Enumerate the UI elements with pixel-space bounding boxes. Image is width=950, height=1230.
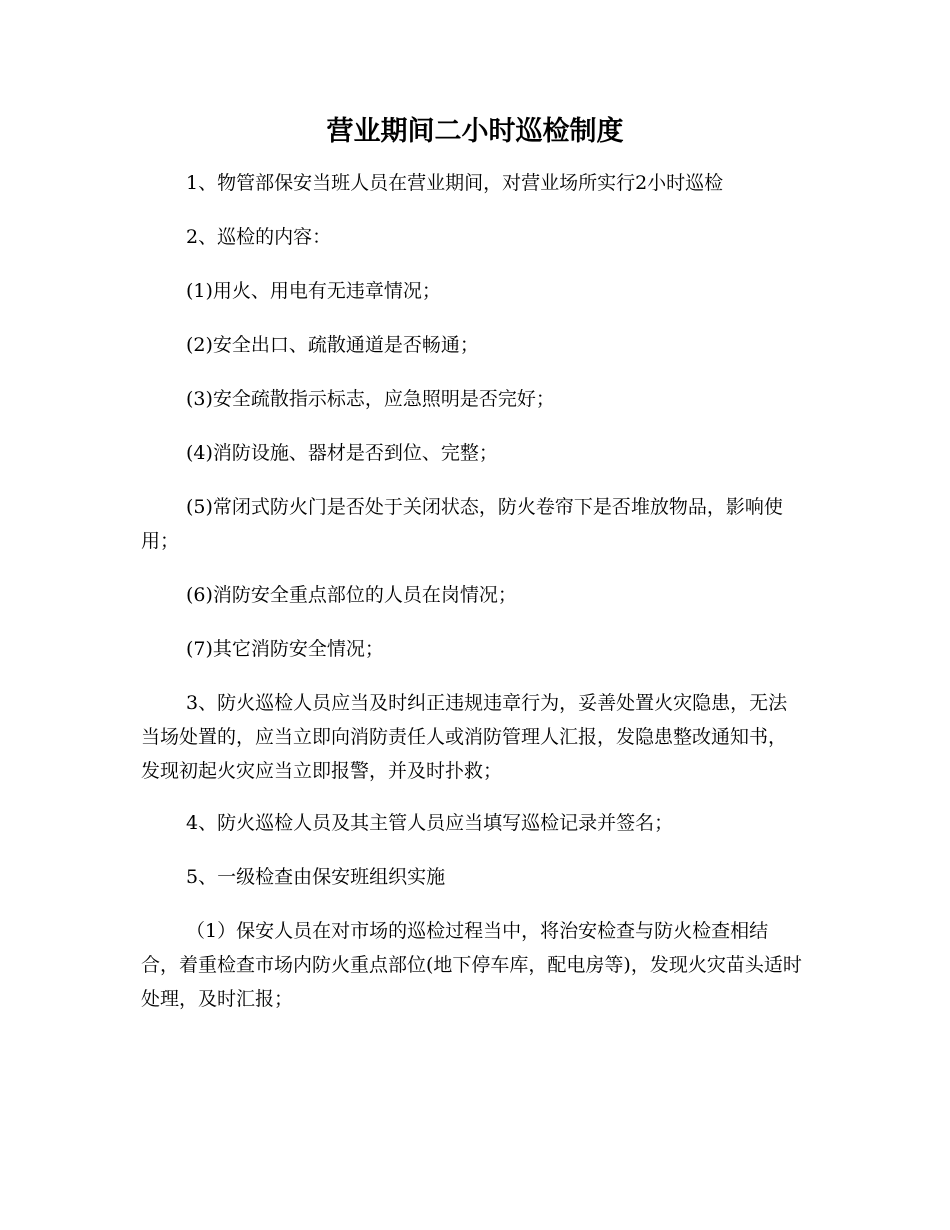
paragraph-2: 2、巡检的内容： xyxy=(186,226,332,248)
paragraph-5-item-1: （1）保安人员在对市场的巡检过程当中，将治安检查与防火检查相结合，着重检查市场内防火重点部位(地下停车库，配电房等)，发现火灾苗头适时处理，及时汇报； xyxy=(141,920,802,1010)
paragraph-5: 5、一级检查由保安班组织实施 xyxy=(186,866,446,888)
paragraph-3: 3、防火巡检人员应当及时纠正违规违章行为，妥善处置火灾隐患，无法当场处置的，应当立即向消防责任人或消防管理人汇报，发隐患整改通知书，发现初起火灾应当立即报警，并及时扑救； xyxy=(141,692,788,782)
paragraph-2-item-1: (1)用火、用电有无违章情况； xyxy=(186,280,441,302)
paragraph-2-item-4: (4)消防设施、器材是否到位、完整； xyxy=(186,442,498,464)
paragraph-4: 4、防火巡检人员及其主管人员应当填写巡检记录并签名； xyxy=(186,812,674,834)
paragraph-1: 1、物管部保安当班人员在营业期间，对营业场所实行2小时巡检 xyxy=(186,172,724,194)
paragraph-2-item-5: (5)常闭式防火门是否处于关闭状态，防火卷帘下是否堆放物品，影响使用； xyxy=(141,496,783,552)
paragraph-2-item-3: (3)安全疏散指示标志，应急照明是否完好； xyxy=(186,388,555,410)
document-title: 营业期间二小时巡检制度 xyxy=(326,116,624,147)
paragraph-2-item-7: (7)其它消防安全情况； xyxy=(186,638,384,660)
paragraph-2-item-2: (2)安全出口、疏散通道是否畅通； xyxy=(186,334,479,356)
paragraph-2-item-6: (6)消防安全重点部位的人员在岗情况； xyxy=(186,584,517,606)
document-body xyxy=(141,166,805,1036)
